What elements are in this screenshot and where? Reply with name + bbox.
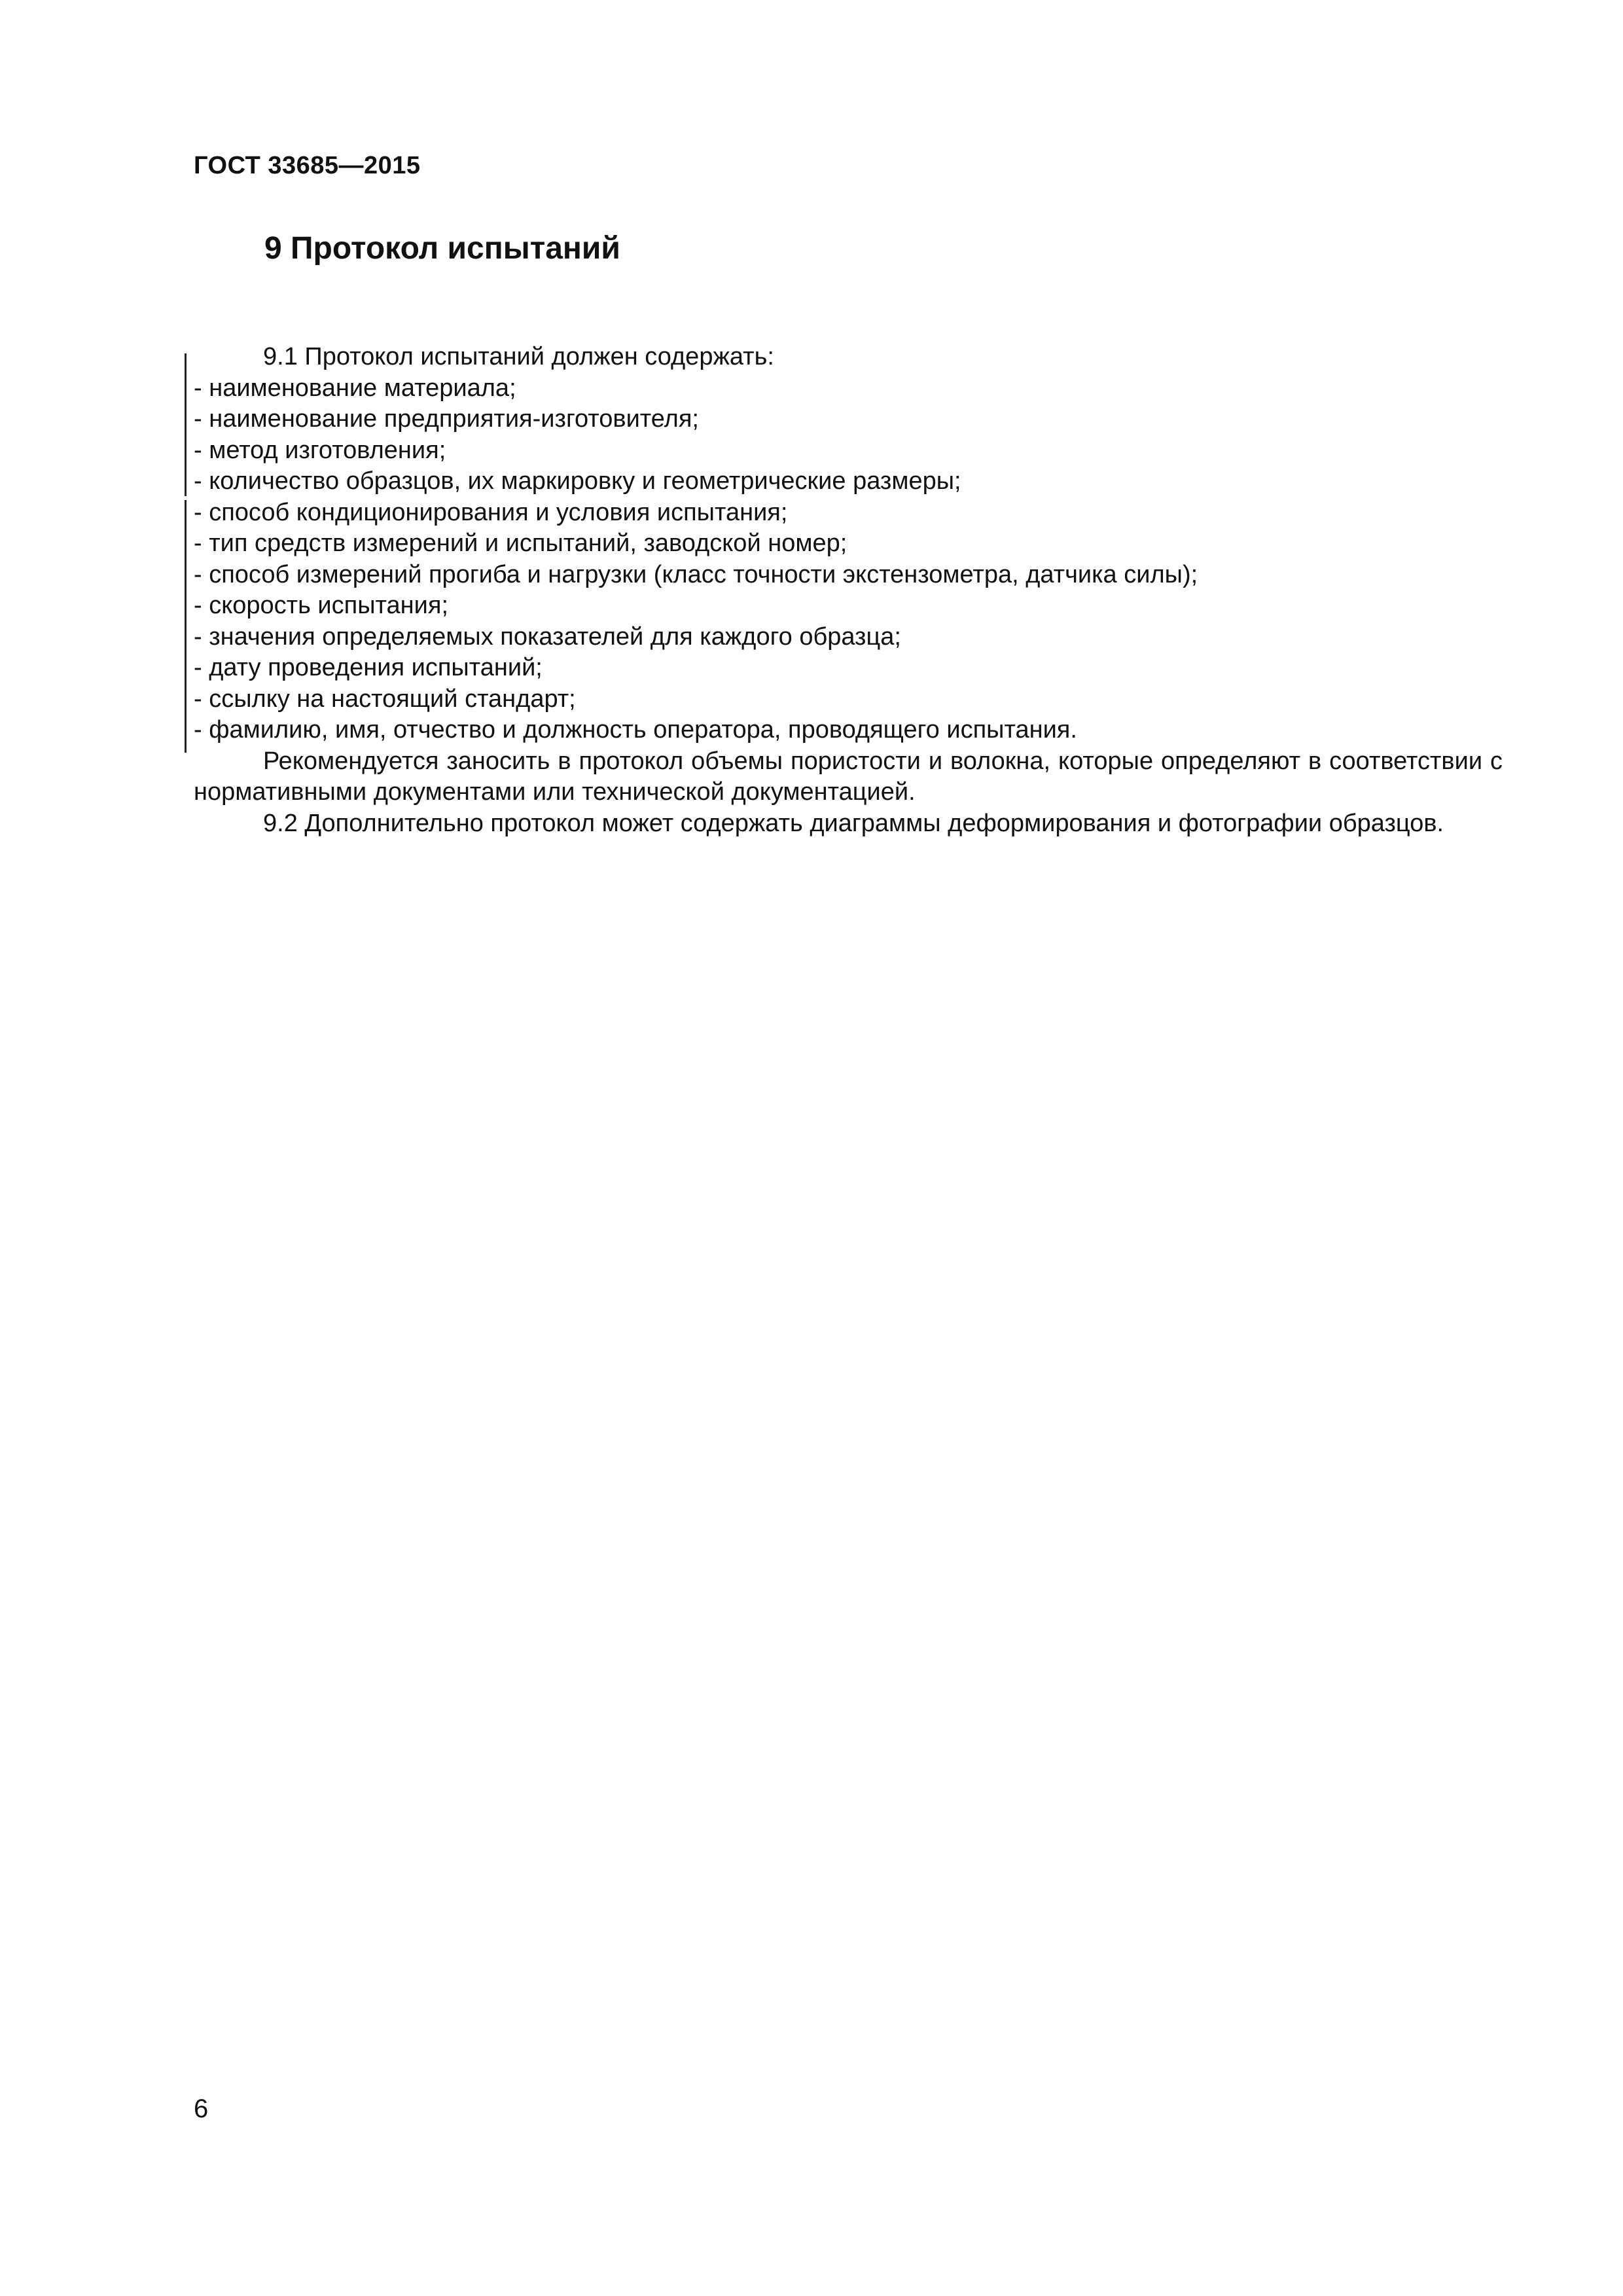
list-item: - ссылку на настоящий стандарт; — [194, 685, 576, 713]
list-item: - количество образцов, их маркировку и геометрические размеры; — [194, 467, 961, 495]
list-item: - метод изготовления; — [194, 436, 446, 464]
recommendation-paragraph: Рекомендуется заносить в протокол объемы пористости и волокна, которые определяют в соответствии с нормативными документами или технической документацией. — [194, 747, 1503, 806]
list-item: - фамилию, имя, отчество и должность оператора, проводящего испытания. — [194, 716, 1077, 744]
list-item: - тип средств измерений и испытаний, заводской номер; — [194, 529, 847, 557]
clause-9-1-intro: 9.1 Протокол испытаний должен содержать: — [263, 343, 774, 370]
list-item: - дату проведения испытаний; — [194, 654, 543, 681]
section-heading: 9 Протокол испытаний — [264, 231, 620, 266]
page-number: 6 — [194, 2094, 209, 2123]
change-bar-bottom — [185, 500, 187, 753]
list-item: - способ измерений прогиба и нагрузки (класс точности экстензометра, датчика силы); — [194, 560, 1198, 588]
body-text — [194, 342, 1503, 839]
list-item: - значения определяемых показателей для каждого образца; — [194, 622, 901, 651]
list-item: - наименование материала; — [194, 374, 516, 402]
clause-9-2-paragraph: 9.2 Дополнительно протокол может содержать диаграммы деформирования и фотографии образцов. — [263, 809, 1444, 837]
change-bar-top — [185, 353, 187, 496]
list-item: - скорость испытания; — [194, 592, 448, 619]
document-header-code: ГОСТ 33685—2015 — [194, 152, 421, 179]
list-item: - наименование предприятия-изготовителя; — [194, 405, 699, 433]
list-item: - способ кондиционирования и условия испытания; — [194, 498, 788, 526]
